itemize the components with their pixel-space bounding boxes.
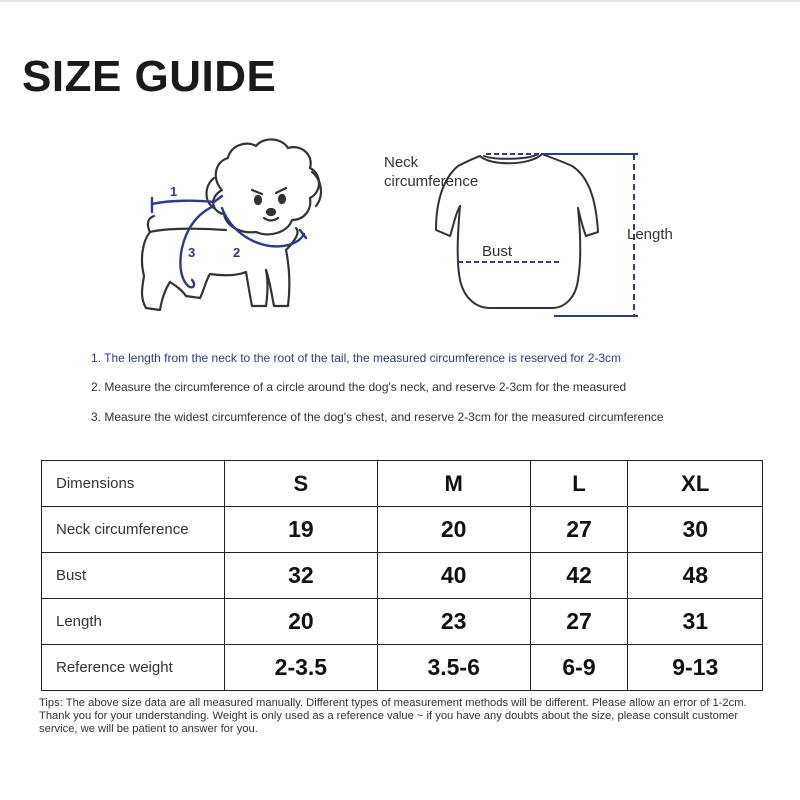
size-header-xl: XL	[628, 461, 763, 507]
table-row-length	[42, 599, 763, 645]
table-cell: 6-9	[530, 645, 628, 691]
table-cell: 32	[225, 553, 378, 599]
table-cell: 19	[225, 507, 378, 553]
note-3: 3. Measure the widest circumference of the dog's chest, and reserve 2-3cm for the measured circumference	[91, 410, 664, 424]
table-cell: 27	[530, 507, 628, 553]
page-title: SIZE GUIDE	[22, 52, 277, 101]
shirt-bust-label: Bust	[482, 243, 513, 260]
row-label-weight: Reference weight	[42, 645, 225, 691]
row-label-neck: Neck circumference	[42, 507, 225, 553]
dog-label-3: 3	[188, 245, 196, 260]
table-cell: 23	[377, 599, 530, 645]
table-row-weight	[42, 645, 763, 691]
size-header-s: S	[225, 461, 378, 507]
size-header-l: L	[530, 461, 628, 507]
top-divider	[0, 0, 800, 2]
table-cell: 48	[628, 553, 763, 599]
table-cell: 3.5-6	[377, 645, 530, 691]
shirt-neck-label-2: circumference	[384, 173, 479, 190]
table-cell: 31	[628, 599, 763, 645]
dog-label-2: 2	[233, 245, 241, 260]
table-cell: 9-13	[628, 645, 763, 691]
note-1: 1. The length from the neck to the root of the tail, the measured circumference is reserved for 2-3cm	[91, 351, 622, 365]
size-table	[41, 460, 763, 691]
corner-label: Dimensions	[42, 461, 225, 507]
table-cell: 20	[225, 599, 378, 645]
shirt-length-label: Length	[627, 226, 673, 243]
row-label-length: Length	[42, 599, 225, 645]
shirt-measure-lines	[458, 154, 638, 316]
note-2: 2. Measure the circumference of a circle around the dog's neck, and reserve 2-3cm for the measured	[91, 380, 627, 394]
table-cell: 30	[628, 507, 763, 553]
table-cell: 2-3.5	[225, 645, 378, 691]
row-label-bust: Bust	[42, 553, 225, 599]
table-cell: 42	[530, 553, 628, 599]
table-row-neck	[42, 507, 763, 553]
table-cell: 27	[530, 599, 628, 645]
dog-measure-lines	[152, 196, 306, 287]
tips-text: Tips: The above size data are all measured manually. Different types of measurement methods will be different. Please allow an error of 1-2cm. Thank you for your understanding. Weight is only used as a reference value ~ if you have any doubts about the size, please consult customer service, we will be patient to answer for you.	[39, 697, 747, 735]
size-header-m: M	[377, 461, 530, 507]
measurement-illustration	[0, 120, 800, 330]
shirt-neck-label-1: Neck	[384, 154, 419, 171]
dog-label-1: 1	[170, 184, 178, 199]
table-cell: 20	[377, 507, 530, 553]
table-header-row	[42, 461, 763, 507]
table-cell: 40	[377, 553, 530, 599]
table-row-bust	[42, 553, 763, 599]
